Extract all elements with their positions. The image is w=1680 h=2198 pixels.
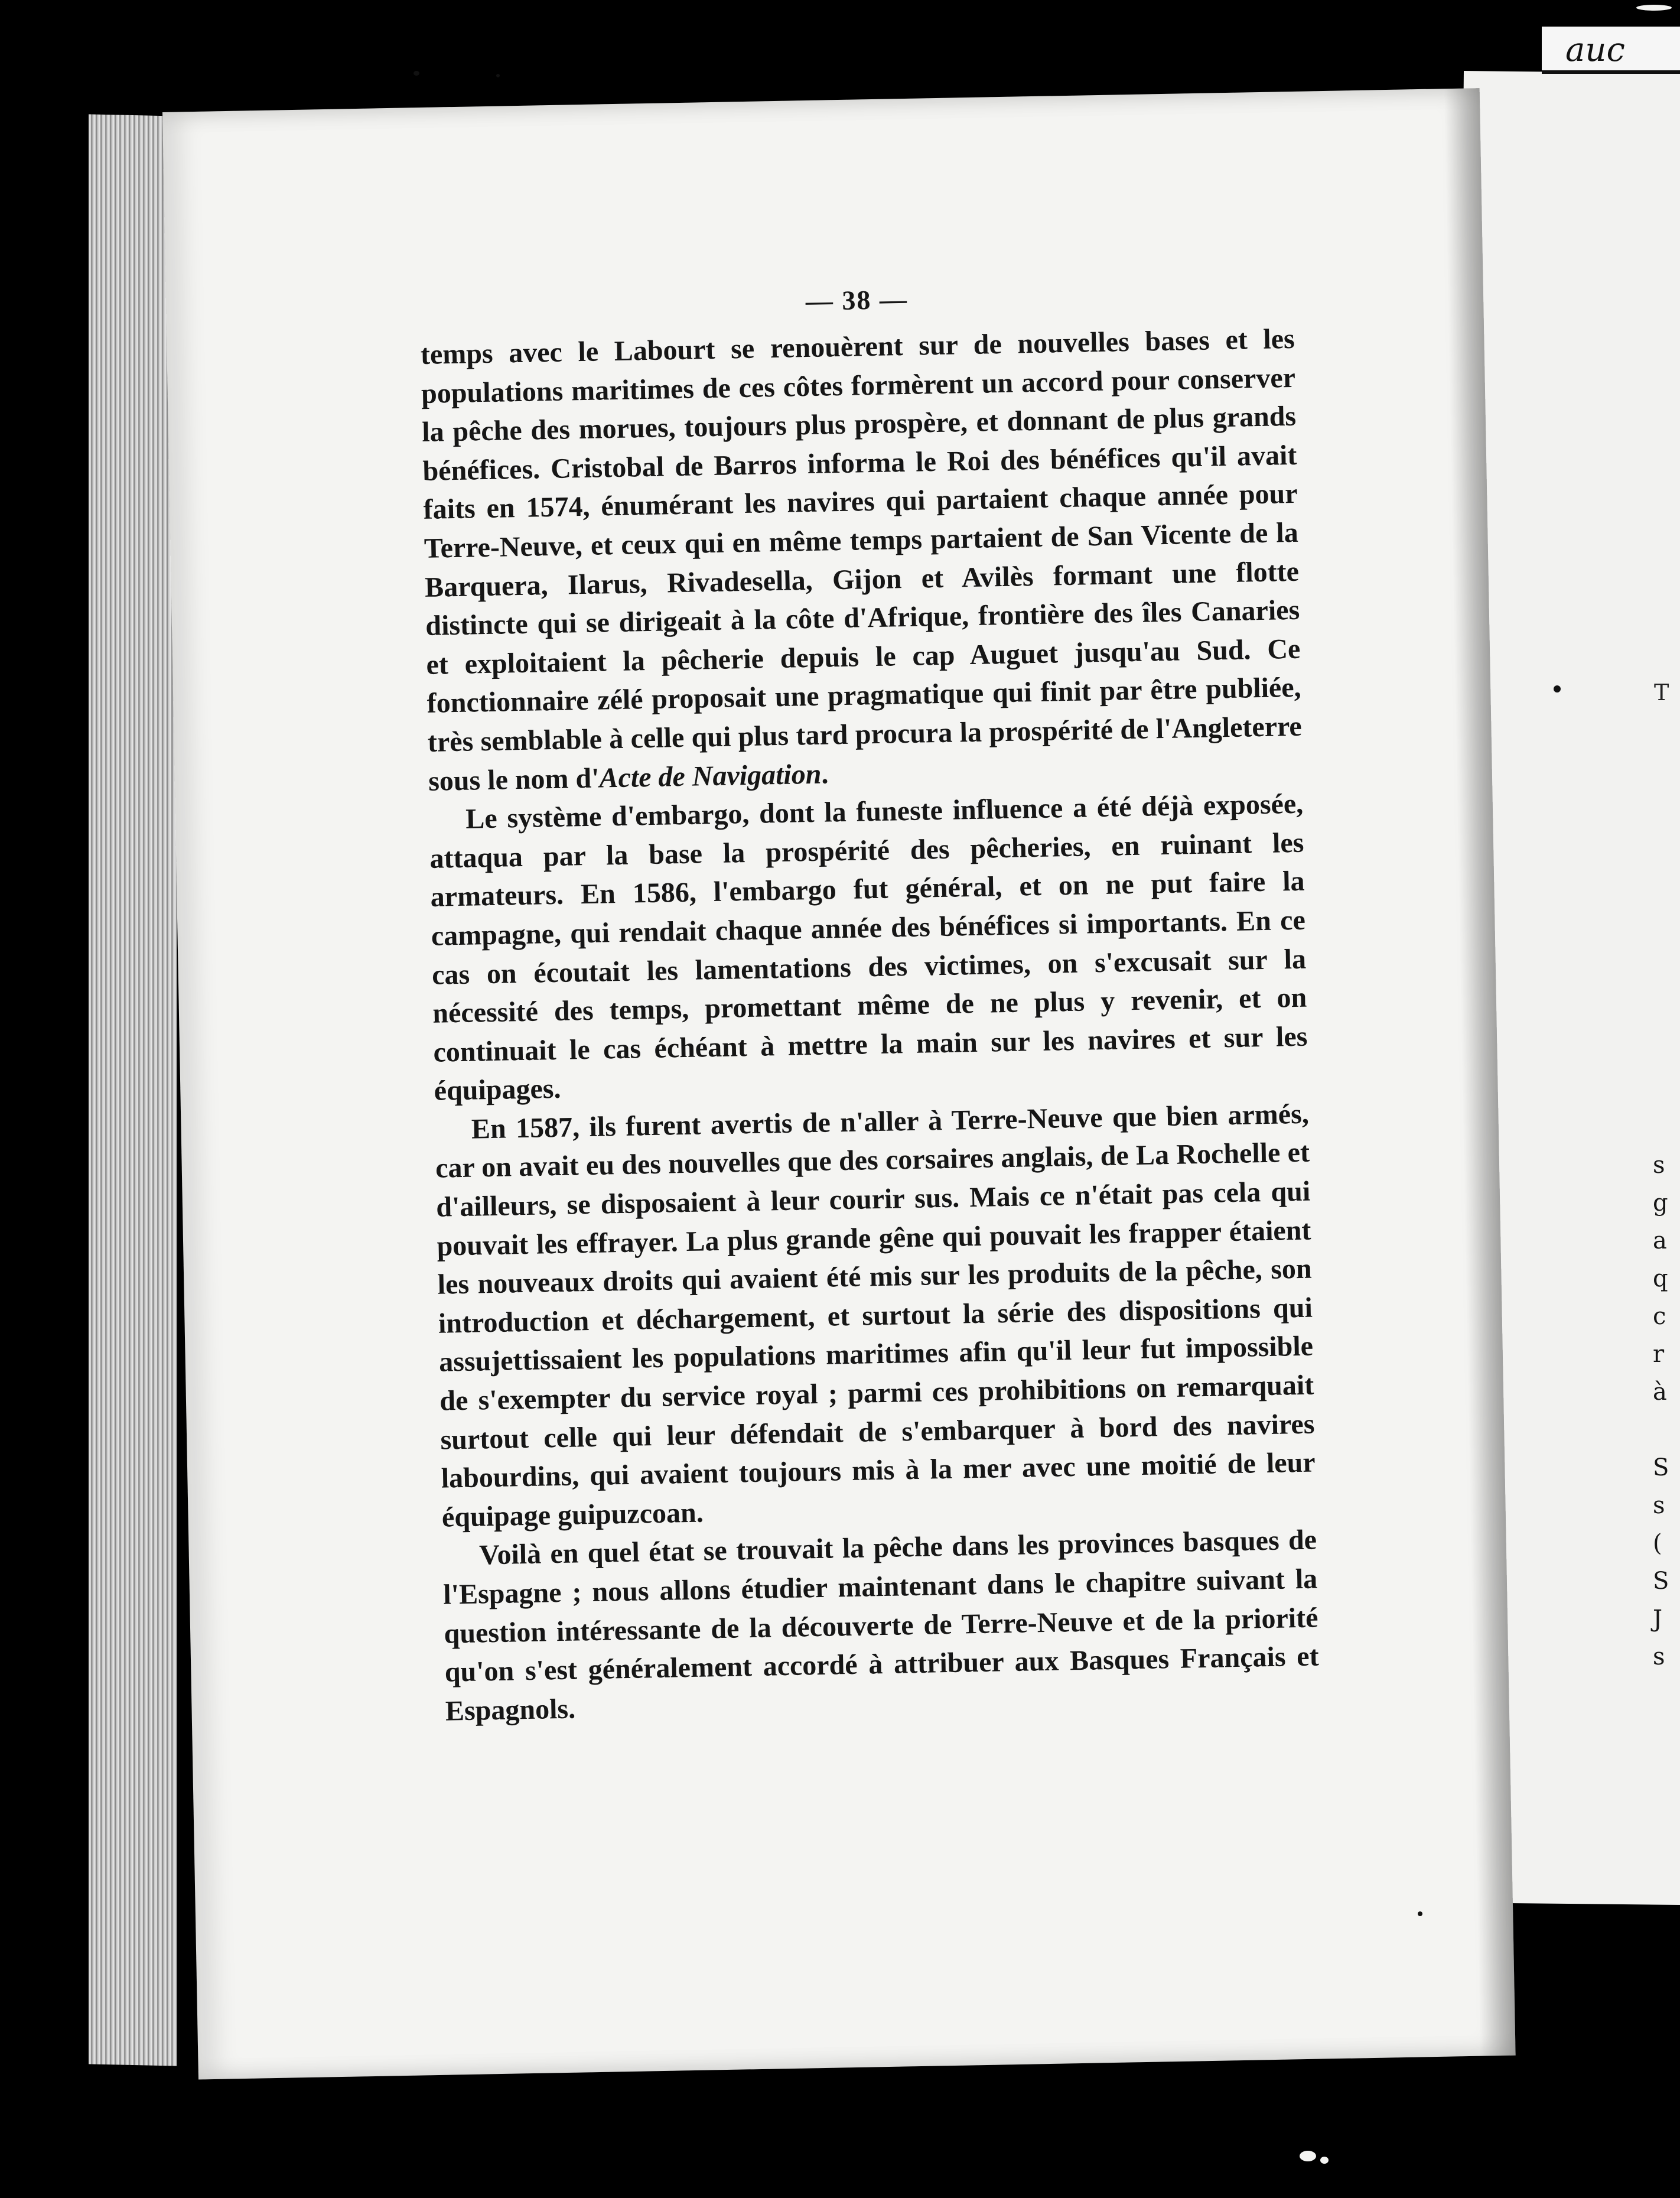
paragraph-1-text: temps avec le Labourt se renouèrent sur de nouvelles bases et les populations maritimes de ces côtes formèrent un accord pour conserver la pêche des morues, toujours plus prospère, et donnant de plus grands bénéfices. Cristobal de Barros informa le Roi des bénéfices qu'il avait faits en 1574, énumérant les navires qui partaient chaque année pour Terre-Neuve, et ceux qui en même temps partaient de San Vicente de la Barquera, Ilarus, Rivadesella, Gijon et Avilès formant une flotte distincte qui se dirigeait à la côte d'Afrique, frontière des îles Canaries et exploitaient la pêcherie depuis le cap Auguet jusqu'au Sud. Ce fonctionnaire zélé proposait une pragmatique qui finit par être publiée, très semblable à celle qui plus tard procura la prospérité de l'Angleterre sous le nom d' (420, 323, 1303, 797)
scan-speck (1430, 1991, 1435, 1997)
right-page-char-fragment: s (1653, 1643, 1665, 1670)
right-page-char-fragment: c (1653, 1303, 1666, 1330)
page-number: — 38 — (805, 284, 909, 317)
paragraph-1 (420, 320, 1303, 801)
right-page-char-fragment: a (1653, 1227, 1667, 1254)
right-page-heading-fragment: T (1654, 679, 1669, 705)
right-page-char-fragment: à (1653, 1378, 1667, 1406)
right-page-char-fragment: s (1653, 1152, 1665, 1179)
right-page-char-fragment: q (1653, 1265, 1668, 1292)
paragraph-2: Le système d'embargo, dont la funeste influence a été déjà exposée, attaqua par la base la prospérité des pêcheries, en ruinant les armateurs. En 1586, l'embargo fut général, et on ne put faire la campagne, qui rendait chaque année des bénéfices si importants. En ce cas on écoutait les lamentations des victimes, on s'excusait sur la nécessité des temps, promettant même de ne plus y revenir, et on continuait le cas échéant à mettre la main sur les navires et sur les équipages. (429, 788, 1308, 1107)
handwritten-tab-label: auc (1542, 27, 1680, 74)
right-page-char-fragment: r (1653, 1341, 1665, 1368)
paragraph-1-end: . (821, 757, 829, 790)
paragraph-1-italic: Acte de Navigation (599, 758, 822, 794)
scan-speck (496, 74, 500, 77)
right-page-char-fragment: s (1653, 1492, 1665, 1519)
paragraph-3: En 1587, ils furent avertis de n'aller à Terre-Neuve que bien armés, car on avait eu des nouvelles que des corsaires anglais, de La Rochelle et d'ailleurs, se disposaient à leur courir sus. Mais ce n'était pas cela qui pouvait les effrayer. La plus grande gêne qui pouvait les frapper étaient les nouveaux droits qui avaient été mis sur les produits de la pêche, son introduction et déchargement, et surtout la série des dispositions qui assujettissaient les populations maritimes afin qu'il leur fut impossible de s'exempter du service royal ; parmi ces prohibitions on remarquait surtout celle qui leur défendait de s'embarquer à bord des navires labourdins, qui avaient toujours mis à la mer avec une moitié de leur équipage guipuzcoan. (435, 1098, 1316, 1533)
right-page-char-fragment: S (1653, 1454, 1669, 1481)
scan-speck (1320, 2157, 1329, 2164)
text-column (419, 277, 1320, 1731)
right-page-char-fragment: S (1653, 1568, 1669, 1595)
right-page-char-fragment: J (1653, 1605, 1663, 1633)
scan-speck (1636, 5, 1672, 11)
right-page-text-fragments (1653, 685, 1680, 1676)
page-stack-edge (89, 114, 177, 2066)
scan-speck (1300, 2151, 1316, 2161)
scan-speck (1554, 685, 1561, 692)
right-page-char-fragment: g (1653, 1189, 1668, 1217)
scan-speck (1418, 1911, 1422, 1916)
right-page-char-fragment (1653, 1411, 1680, 1449)
paragraph-4: Voilà en quel état se trouvait la pêche dans les provinces basques de l'Espagne ; nous allons étudier maintenant dans le chapitre suivant la question intéressante de la découverte de Terre-Neuve et de la priorité qu'on s'est généralement accordé à attribuer aux Basques Français et Espagnols. (442, 1524, 1320, 1727)
scan-speck (414, 71, 419, 76)
right-page-char-fragment: ( (1653, 1530, 1662, 1557)
